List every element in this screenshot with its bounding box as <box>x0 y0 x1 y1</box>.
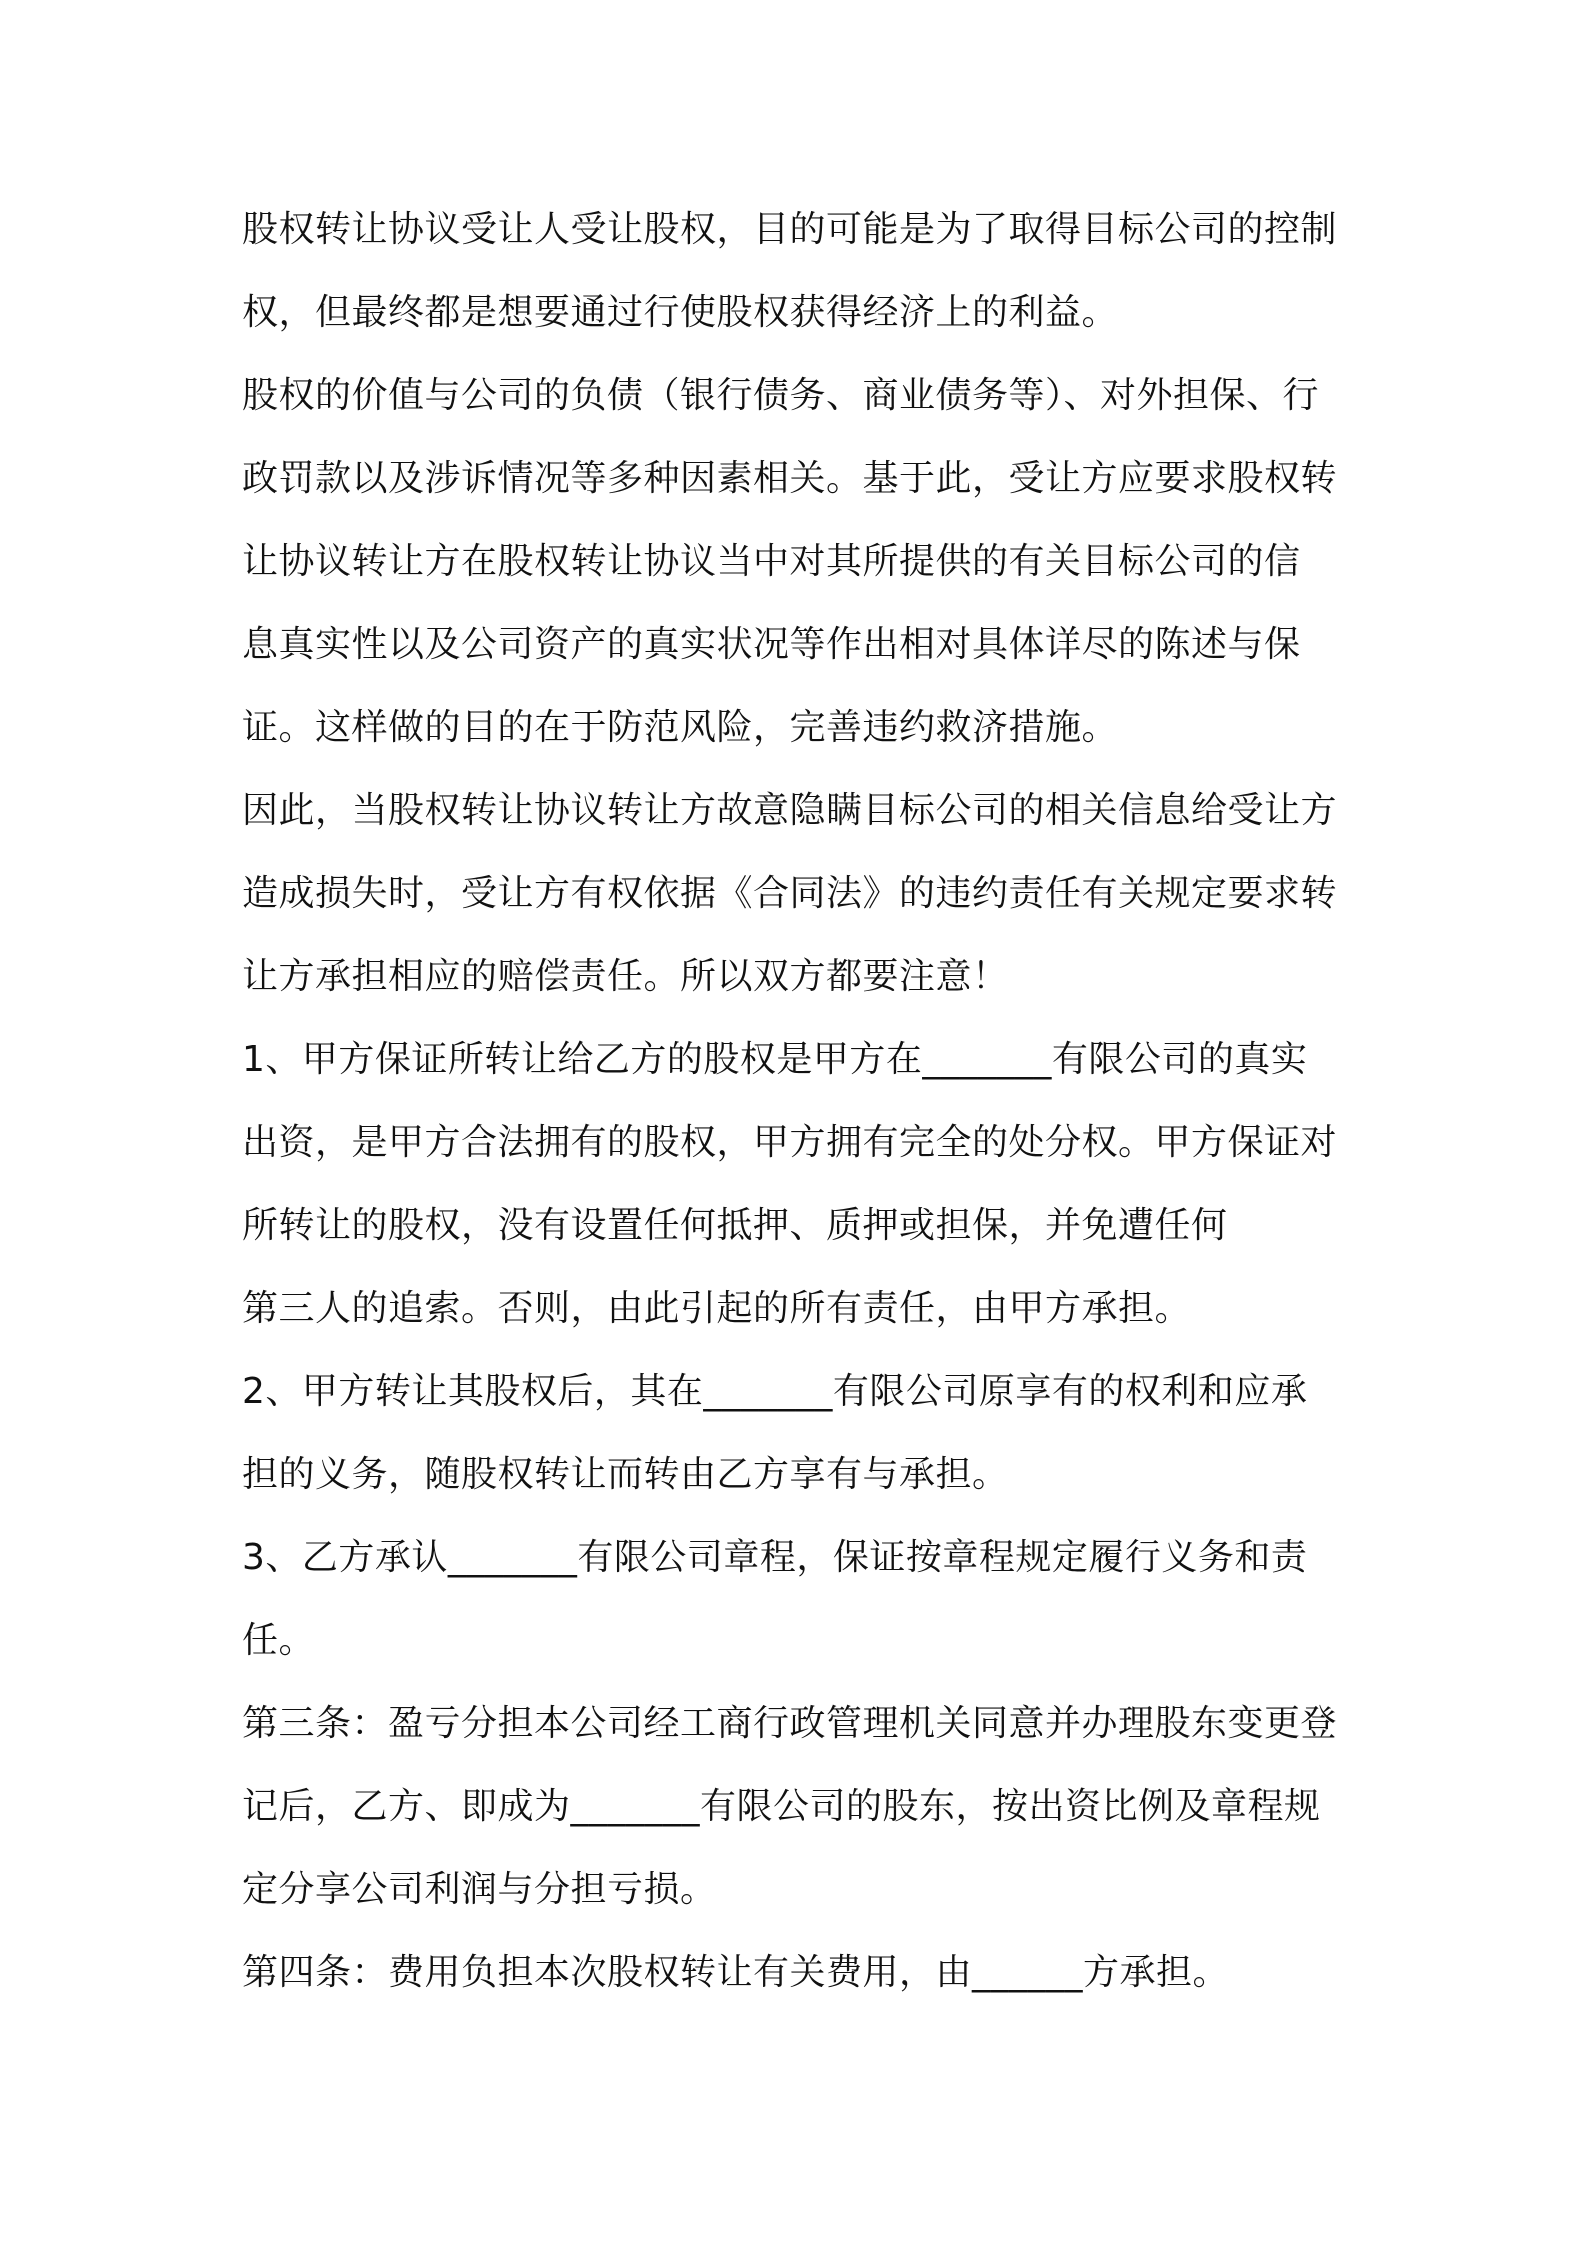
text-line: 股权转让协议受让人受让股权，目的可能是为了取得目标公司的控制 <box>242 209 1338 250</box>
text-line: 证。这样做的目的在于防范风险，完善违约救济措施。 <box>242 707 1119 748</box>
text-line: 让方承担相应的赔偿责任。所以双方都要注意！ <box>242 956 1009 997</box>
text-line: 所转让的股权，没有设置任何抵押、质押或担保，并免遭任何 <box>242 1205 1228 1246</box>
text-line: 3、乙方承认_______有限公司章程，保证按章程规定履行义务和责 <box>242 1537 1308 1578</box>
text-line: 第三条：盈亏分担本公司经工商行政管理机关同意并办理股东变更登 <box>242 1703 1338 1744</box>
text-line: 出资，是甲方合法拥有的股权，甲方拥有完全的处分权。甲方保证对 <box>242 1122 1338 1163</box>
text-line: 造成损失时，受让方有权依据《合同法》的违约责任有关规定要求转 <box>242 873 1338 914</box>
text-line: 权，但最终都是想要通过行使股权获得经济上的利益。 <box>242 292 1119 333</box>
text-line: 政罚款以及涉诉情况等多种因素相关。基于此，受让方应要求股权转 <box>242 458 1338 499</box>
text-line: 定分享公司利润与分担亏损。 <box>242 1869 717 1910</box>
text-line: 让协议转让方在股权转让协议当中对其所提供的有关目标公司的信 <box>242 541 1301 582</box>
text-line: 第四条：费用负担本次股权转让有关费用，由______方承担。 <box>242 1952 1230 1993</box>
text-line: 担的义务，随股权转让而转由乙方享有与承担。 <box>242 1454 1009 1495</box>
text-line: 2、甲方转让其股权后，其在_______有限公司原享有的权利和应承 <box>242 1371 1308 1412</box>
text-line: 因此，当股权转让协议转让方故意隐瞒目标公司的相关信息给受让方 <box>242 790 1338 831</box>
text-line: 第三人的追索。否则，由此引起的所有责任，由甲方承担。 <box>242 1288 1192 1329</box>
text-line: 息真实性以及公司资产的真实状况等作出相对具体详尽的陈述与保 <box>242 624 1301 665</box>
text-line: 股权的价值与公司的负债（银行债务、商业债务等）、对外担保、行 <box>242 375 1320 416</box>
text-line: 记后，乙方、即成为_______有限公司的股东，按出资比例及章程规 <box>242 1786 1321 1827</box>
text-line: 任。 <box>242 1620 316 1661</box>
text-line: 1、甲方保证所转让给乙方的股权是甲方在_______有限公司的真实 <box>242 1039 1308 1080</box>
